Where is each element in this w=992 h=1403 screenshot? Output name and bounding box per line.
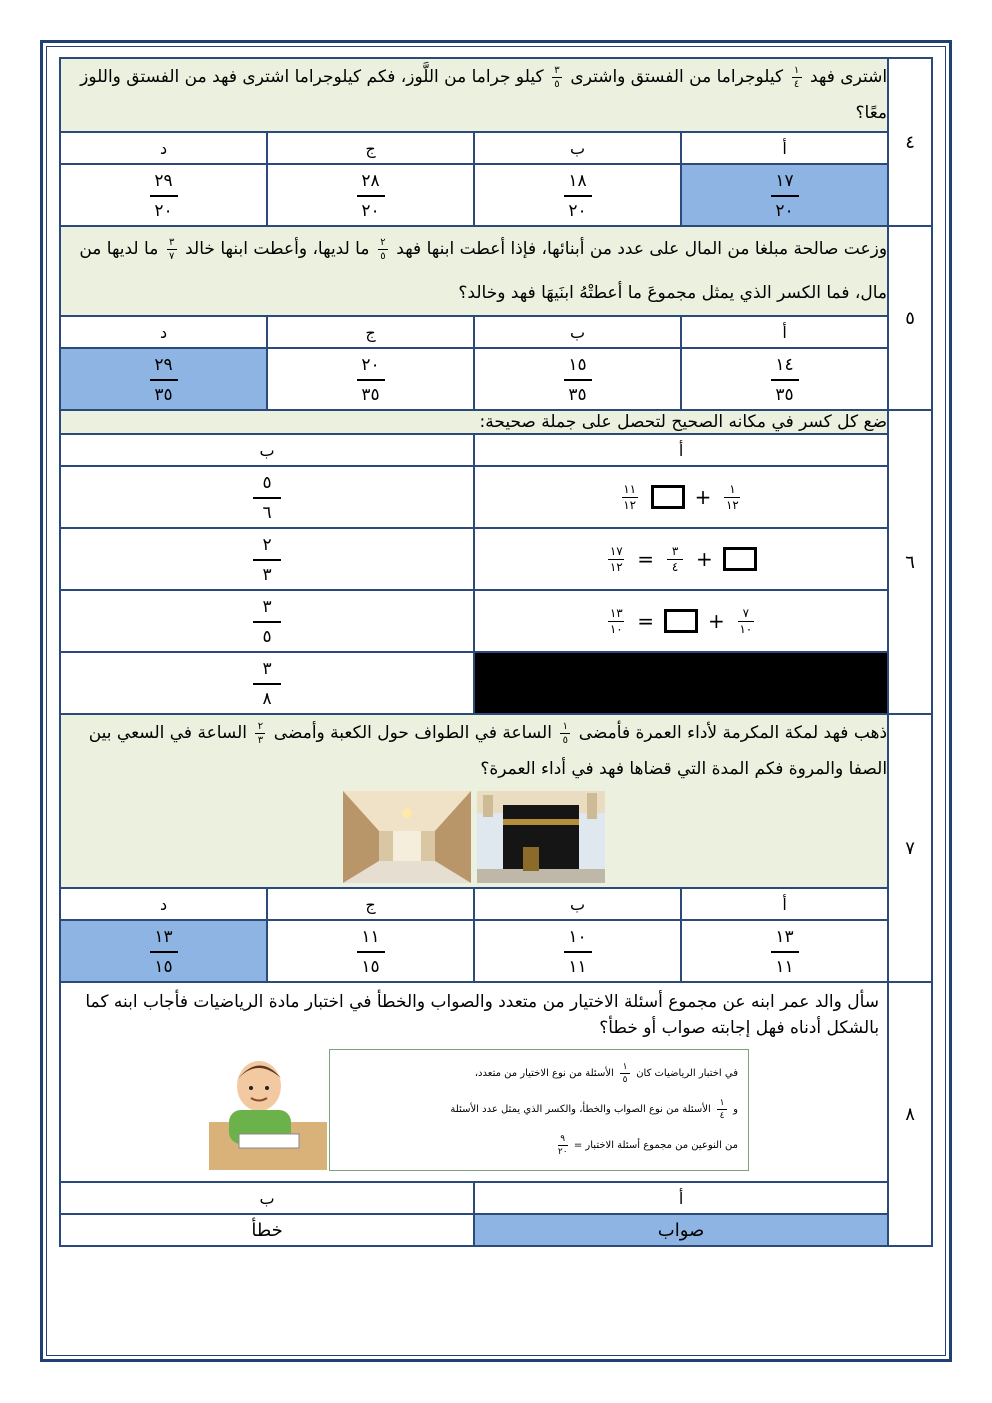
frac-den: ٥: [554, 78, 560, 90]
q7-row: [60, 714, 932, 888]
q8-text: سأل والد عمر ابنه عن مجموع أسئلة الاختيار من متعدد والصواب والخطأ في اختبار مادة الرياضيات فأجاب ابنه كما بالشكل أدناه فهل إجابته صواب أو خطأ؟: [85, 992, 880, 1038]
q4-text-part3: كيلو جراما من اللَّوز، فكم كيلوجراما اشترى فهد من الفستق واللوز معًا؟: [80, 67, 888, 123]
frac-den: ٥: [380, 250, 386, 262]
q5-number: ٥: [888, 226, 932, 410]
frac-den: ٤: [793, 78, 800, 90]
q5-option-d[interactable]: [60, 348, 267, 410]
worksheet-table: [59, 57, 933, 1247]
q5-option-a[interactable]: [681, 348, 888, 410]
q6-b-option-1[interactable]: [60, 466, 474, 528]
q6-eq1-fraction: [724, 483, 740, 512]
q7-text-part1: ذهب فهد لمكة المكرمة لأداء العمرة فأمضى: [578, 723, 888, 743]
frac-den: ٤: [719, 1110, 725, 1121]
q5-letter-a: أ: [681, 316, 888, 348]
frac-den: ١٥: [154, 956, 173, 977]
boy-studying-image: [199, 1050, 329, 1170]
frac-num: ١: [562, 720, 569, 732]
q6-eq3-blank-box[interactable]: [664, 609, 698, 633]
q6-eq1-result: [622, 483, 638, 512]
q6-equation-1: [474, 466, 888, 528]
card-line3-a: من النوعين من مجموع أسئلة الاختبار =: [573, 1140, 739, 1151]
frac-den: ٢٠: [557, 1146, 568, 1157]
q8-figure: [69, 1041, 879, 1175]
frac-num: ١١: [361, 926, 380, 947]
q7-text-part3: الساعة في السعي بين الصفا والمروة فكم المدة التي قضاها فهد في أداء العمرة؟: [88, 723, 888, 779]
frac-num: ١٥: [568, 354, 587, 375]
q6-match-row-2: [60, 528, 932, 590]
q4-number: ٤: [888, 58, 932, 226]
frac-den: ٣٥: [568, 384, 587, 405]
q6-eq3-result: [608, 607, 624, 636]
frac-den: ٦: [262, 502, 272, 523]
q8-option-false[interactable]: خطأ: [60, 1214, 474, 1246]
frac-den: ٣٥: [361, 384, 380, 405]
q5-text-part3: ما لديها من مال، فما الكسر الذي يمثل مجموعَ ما أعطتْهُ ابنَيهَا فهد وخالد؟: [79, 239, 888, 303]
q7-frac-tawaf: [560, 721, 570, 746]
q5-option-b[interactable]: [474, 348, 681, 410]
q4-text-part2: كيلوجراما من الفستق واشترى: [570, 67, 784, 87]
frac-den: ١٠: [609, 621, 623, 636]
frac-num: ٣: [671, 543, 679, 558]
frac-num: ٣: [262, 658, 272, 679]
frac-den: ٥: [562, 734, 569, 746]
q8-answer-card: [329, 1049, 749, 1171]
q6-eq2-result: [608, 545, 624, 574]
frac-den: ٧: [169, 250, 175, 262]
frac-num: ١: [793, 64, 800, 76]
q6-redacted-cell: [474, 652, 888, 714]
frac-num: ١٤: [775, 354, 794, 375]
frac-num: ٩: [560, 1133, 566, 1144]
q4-frac-almond: [552, 65, 562, 90]
q4-options-row: [60, 164, 932, 226]
card-frac-2: [717, 1098, 727, 1121]
frac-num: ١١: [623, 481, 637, 496]
frac-num: ٢: [257, 720, 264, 732]
frac-num: ١: [622, 1061, 628, 1072]
card-line1-b: الأسئلة من نوع الاختيار من متعدد،: [474, 1068, 614, 1079]
frac-num: ٣: [262, 596, 272, 617]
frac-den: ٢٠: [775, 200, 794, 221]
q7-letter-a: أ: [681, 888, 888, 920]
frac-num: ٢٨: [361, 170, 380, 191]
frac-den: ٣: [262, 564, 272, 585]
q7-option-d[interactable]: [60, 920, 267, 982]
q5-row: [60, 226, 932, 316]
q6-col-b-header: ب: [60, 434, 474, 466]
q6-match-row-4: [60, 652, 932, 714]
frac-num: ١٣: [154, 926, 173, 947]
frac-den: ١٢: [725, 497, 739, 512]
q6-b-option-3[interactable]: [60, 590, 474, 652]
card-line1-a: في اختبار الرياضيات كان: [636, 1068, 739, 1079]
q5-letter-d: د: [60, 316, 267, 348]
q7-images: [61, 787, 887, 885]
q6-eq1-blank-box[interactable]: [651, 485, 685, 509]
q6-eq3-fraction: [738, 607, 754, 636]
q8-letters-row: [60, 1182, 932, 1214]
q7-letters-row: [60, 888, 932, 920]
q5-letter-b: ب: [474, 316, 681, 348]
q5-text: [60, 226, 888, 316]
q4-option-d[interactable]: [60, 164, 267, 226]
q7-frac-saee: [255, 721, 265, 746]
frac-den: ٢٠: [568, 200, 587, 221]
q8-option-true[interactable]: صواب: [474, 1214, 888, 1246]
q7-letter-b: ب: [474, 888, 681, 920]
q7-text-part2: الساعة في الطواف حول الكعبة وأمضى: [273, 723, 552, 743]
q5-letter-c: ج: [267, 316, 474, 348]
frac-num: ٣: [554, 64, 560, 76]
q8-letter-b: ب: [60, 1182, 474, 1214]
q6-equation-2: [474, 528, 888, 590]
frac-den: ١٢: [623, 497, 637, 512]
q7-option-a[interactable]: [681, 920, 888, 982]
frac-num: ١٨: [568, 170, 587, 191]
frac-num: ٥: [262, 472, 272, 493]
frac-num: ٣: [169, 236, 175, 248]
frac-num: ٢: [380, 236, 386, 248]
q7-number: ٧: [888, 714, 932, 982]
q6-row: [60, 410, 932, 434]
q6-col-a-header: أ: [474, 434, 888, 466]
q4-option-b[interactable]: [474, 164, 681, 226]
frac-den: ١٠: [739, 621, 753, 636]
frac-den: ١٥: [361, 956, 380, 977]
q4-letter-d: د: [60, 132, 267, 164]
frac-num: ١٣: [609, 605, 623, 620]
q5-letters-row: [60, 316, 932, 348]
q4-letter-b: ب: [474, 132, 681, 164]
q4-option-c[interactable]: [267, 164, 474, 226]
q4-letters-row: [60, 132, 932, 164]
card-line2-b: الأسئلة من نوع الصواب والخطأ، والكسر الذي يمثل عدد الأسئلة: [450, 1104, 711, 1115]
q5-frac-khaled: [167, 237, 177, 262]
q5-text-part1: وزعت صالحة مبلغا من المال على عدد من أبنائها، فإذا أعطت ابنها فهد: [396, 239, 888, 259]
q6-header-row: [60, 434, 932, 466]
frac-num: ١: [719, 1097, 725, 1108]
plus-sign: +: [696, 547, 713, 571]
q4-letter-a: أ: [681, 132, 888, 164]
q8-options-row: [60, 1214, 932, 1246]
frac-num: ١٣: [775, 926, 794, 947]
q8-number: ٨: [888, 982, 932, 1246]
masaa-image: [343, 791, 471, 883]
q4-text-part1: اشترى فهد: [809, 67, 888, 87]
equals-sign: =: [637, 547, 655, 571]
frac-num: ١٠: [568, 926, 587, 947]
q6-equation-3: [474, 590, 888, 652]
frac-num: ٢: [262, 534, 272, 555]
q6-match-row-3: [60, 590, 932, 652]
frac-den: ١٢: [609, 559, 623, 574]
q5-option-c[interactable]: [267, 348, 474, 410]
q5-frac-fahd: [378, 237, 388, 262]
plus-sign: +: [694, 485, 712, 509]
frac-den: ٢٠: [361, 200, 380, 221]
equals-sign: =: [637, 609, 655, 633]
card-frac-1: [620, 1062, 630, 1085]
q6-b-option-4[interactable]: [60, 652, 474, 714]
q8-text-cell: [60, 982, 888, 1182]
q8-letter-a: أ: [474, 1182, 888, 1214]
q5-text-part2: ما لديها، وأعطت ابنها خالد: [185, 239, 370, 259]
q4-text: [60, 58, 888, 132]
q7-options-row: [60, 920, 932, 982]
q7-option-c[interactable]: [267, 920, 474, 982]
frac-num: ١٧: [609, 543, 623, 558]
frac-den: ٣: [257, 734, 264, 746]
q6-text: ضع كل كسر في مكانه الصحيح لتحصل على جملة صحيحة:: [60, 410, 888, 434]
frac-num: ٢٠: [361, 354, 380, 375]
plus-sign: +: [708, 609, 725, 633]
q6-match-row-1: [60, 466, 932, 528]
q7-text: [60, 714, 888, 888]
frac-num: ١٧: [775, 170, 794, 191]
card-line2-a: و: [733, 1104, 739, 1115]
card-frac-3: [558, 1134, 568, 1157]
frac-den: ٣٥: [154, 384, 173, 405]
frac-num: ٢٩: [154, 354, 173, 375]
frac-den: ٤: [671, 559, 679, 574]
kaaba-image: [477, 791, 605, 883]
frac-num: ٢٩: [154, 170, 173, 191]
q4-row: [60, 58, 932, 132]
q6-b-option-2[interactable]: [60, 528, 474, 590]
frac-num: ١: [729, 481, 736, 496]
frac-num: ٧: [742, 605, 750, 620]
frac-den: ٢٠: [154, 200, 173, 221]
frac-den: ١١: [775, 956, 794, 977]
q6-number: ٦: [888, 410, 932, 714]
q6-eq2-fraction: [667, 545, 683, 574]
q4-letter-c: ج: [267, 132, 474, 164]
frac-den: ٣٥: [775, 384, 794, 405]
q6-eq2-blank-box[interactable]: [723, 547, 757, 571]
frac-den: ٨: [262, 688, 272, 709]
frac-den: ٥: [622, 1074, 628, 1085]
q8-row: [60, 982, 932, 1182]
q5-options-row: [60, 348, 932, 410]
q7-letter-d: د: [60, 888, 267, 920]
frac-den: ٥: [262, 626, 272, 647]
q4-option-a[interactable]: [681, 164, 888, 226]
q7-letter-c: ج: [267, 888, 474, 920]
q4-frac-pistachio: [792, 65, 802, 90]
frac-den: ١١: [568, 956, 587, 977]
q7-option-b[interactable]: [474, 920, 681, 982]
